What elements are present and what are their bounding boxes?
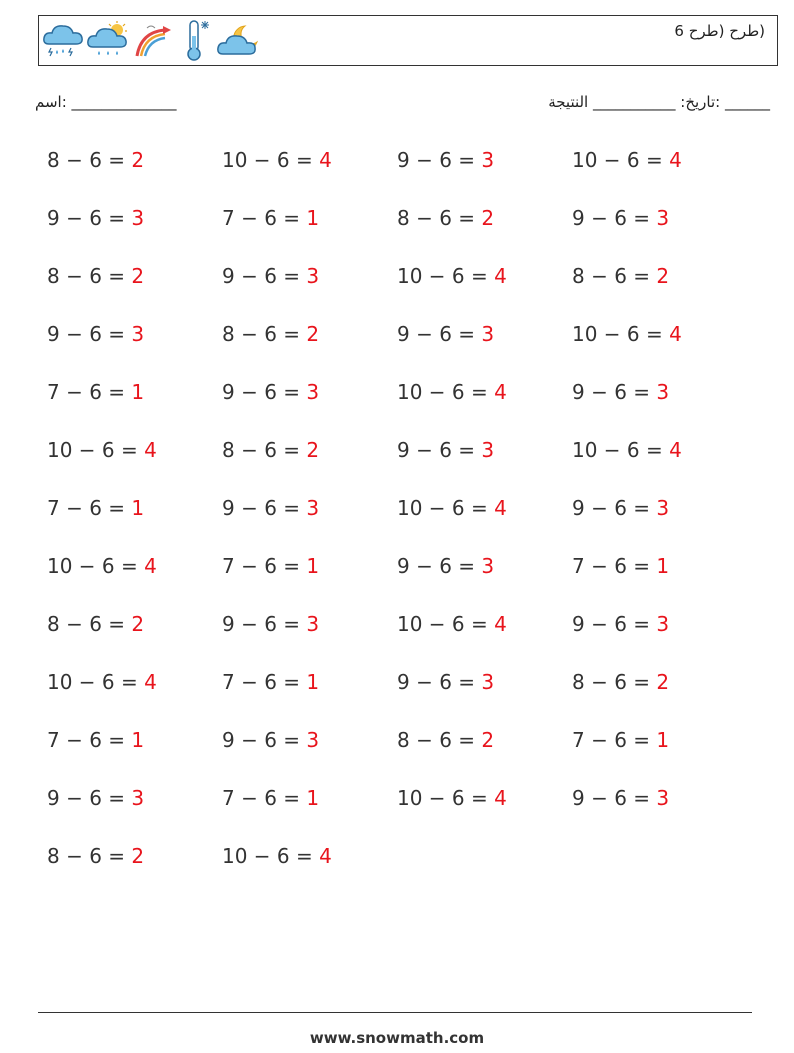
problem-answer: 2 [306, 438, 320, 462]
problem-expression: 9 − 6 = [572, 612, 657, 636]
problem-answer: 2 [306, 322, 320, 346]
problem-item [572, 728, 669, 752]
problem-item [222, 554, 319, 578]
problem-item [47, 554, 157, 578]
name-field: ______________ :اسم [35, 93, 177, 111]
problem-answer: 1 [306, 206, 320, 230]
problem-answer: 4 [669, 438, 682, 462]
problem-expression: 8 − 6 = [47, 844, 132, 868]
problem-answer: 1 [131, 496, 145, 520]
problem-expression: 7 − 6 = [572, 554, 657, 578]
problem-answer: 3 [481, 148, 495, 172]
problem-answer: 4 [319, 148, 332, 172]
problem-item [222, 844, 332, 868]
problem-expression: 7 − 6 = [572, 728, 657, 752]
problem-item [47, 438, 157, 462]
problem-answer: 1 [306, 554, 320, 578]
problem-expression: 7 − 6 = [222, 786, 307, 810]
problem-answer: 1 [131, 728, 145, 752]
problem-answer: 1 [131, 380, 145, 404]
problem-answer: 2 [131, 264, 145, 288]
problem-answer: 4 [144, 438, 157, 462]
problem-expression: 8 − 6 = [222, 438, 307, 462]
problem-answer: 3 [131, 322, 145, 346]
problem-answer: 1 [306, 670, 320, 694]
footer-site: www.snowmath.com [309, 1029, 485, 1047]
problem-answer: 4 [144, 554, 157, 578]
problem-expression: 9 − 6 = [572, 206, 657, 230]
problem-item [397, 670, 494, 694]
problem-item [47, 148, 144, 172]
problem-expression: 10 − 6 = [47, 670, 145, 694]
problem-answer: 3 [656, 612, 670, 636]
problem-item [572, 554, 669, 578]
problem-expression: 9 − 6 = [47, 206, 132, 230]
problem-expression: 9 − 6 = [47, 786, 132, 810]
problem-item [397, 206, 494, 230]
weather-icons [41, 20, 263, 64]
problem-answer: 3 [481, 438, 495, 462]
problem-item [572, 496, 669, 520]
problem-expression: 9 − 6 = [222, 264, 307, 288]
problem-item [222, 380, 319, 404]
problem-expression: 10 − 6 = [397, 496, 495, 520]
problem-item [47, 612, 144, 636]
problem-item [572, 322, 682, 346]
problem-answer: 4 [494, 612, 507, 636]
problem-answer: 3 [131, 786, 145, 810]
problem-answer: 4 [319, 844, 332, 868]
problem-expression: 10 − 6 = [397, 380, 495, 404]
problem-item [222, 148, 332, 172]
problem-item [222, 438, 319, 462]
problem-item [47, 380, 144, 404]
rain-cloud-icon [41, 20, 85, 64]
problem-expression: 8 − 6 = [47, 264, 132, 288]
problem-item [572, 264, 669, 288]
problem-expression: 8 − 6 = [47, 612, 132, 636]
problem-expression: 10 − 6 = [572, 438, 670, 462]
problem-answer: 3 [306, 496, 320, 520]
problem-item [222, 264, 319, 288]
problem-item [47, 786, 144, 810]
problem-expression: 9 − 6 = [572, 496, 657, 520]
problem-expression: 8 − 6 = [222, 322, 307, 346]
problem-item [47, 264, 144, 288]
problem-expression: 7 − 6 = [47, 496, 132, 520]
problem-answer: 3 [656, 786, 670, 810]
problem-item [397, 148, 494, 172]
problem-item [397, 264, 507, 288]
problem-item [572, 670, 669, 694]
problem-item [397, 786, 507, 810]
problem-expression: 10 − 6 = [222, 844, 320, 868]
problem-answer: 4 [494, 786, 507, 810]
problem-item [47, 728, 144, 752]
problem-item [47, 496, 144, 520]
problem-expression: 9 − 6 = [397, 322, 482, 346]
problem-answer: 4 [494, 380, 507, 404]
worksheet-title: (طرح (طرح 6 [674, 22, 765, 40]
problem-answer: 2 [131, 148, 145, 172]
problem-answer: 3 [306, 728, 320, 752]
problem-answer: 2 [656, 670, 670, 694]
problem-item [47, 670, 157, 694]
problem-item [47, 322, 144, 346]
problem-item [572, 206, 669, 230]
problem-answer: 3 [656, 206, 670, 230]
problem-item [397, 612, 507, 636]
problem-answer: 3 [306, 380, 320, 404]
problem-answer: 3 [306, 612, 320, 636]
problem-expression: 9 − 6 = [222, 612, 307, 636]
problem-answer: 2 [131, 612, 145, 636]
problem-item [222, 786, 319, 810]
problem-item [222, 322, 319, 346]
problem-item [397, 438, 494, 462]
problem-expression: 10 − 6 = [222, 148, 320, 172]
problem-answer: 4 [669, 322, 682, 346]
problem-expression: 9 − 6 = [572, 786, 657, 810]
problem-expression: 8 − 6 = [397, 728, 482, 752]
problem-answer: 2 [131, 844, 145, 868]
problem-item [397, 728, 494, 752]
problem-item [397, 322, 494, 346]
problem-item [47, 206, 144, 230]
problem-expression: 9 − 6 = [397, 670, 482, 694]
problem-expression: 7 − 6 = [47, 728, 132, 752]
problem-expression: 10 − 6 = [47, 438, 145, 462]
problem-item [47, 844, 144, 868]
date-score-fields: ______ :تاريخ: ___________ النتيجة [548, 93, 770, 111]
night-cloud-icon [215, 20, 263, 64]
problem-answer: 3 [306, 264, 320, 288]
rainbow-wind-icon [133, 20, 177, 64]
worksheet-header [38, 15, 778, 66]
problem-item [222, 206, 319, 230]
problem-item [572, 438, 682, 462]
problem-answer: 4 [144, 670, 157, 694]
problem-answer: 4 [494, 264, 507, 288]
problem-expression: 10 − 6 = [572, 322, 670, 346]
problem-answer: 1 [656, 728, 670, 752]
problem-expression: 9 − 6 = [397, 148, 482, 172]
problem-expression: 7 − 6 = [222, 670, 307, 694]
problem-expression: 9 − 6 = [397, 554, 482, 578]
problem-expression: 9 − 6 = [572, 380, 657, 404]
problem-expression: 10 − 6 = [572, 148, 670, 172]
problem-answer: 1 [306, 786, 320, 810]
problem-expression: 9 − 6 = [222, 380, 307, 404]
problem-answer: 3 [131, 206, 145, 230]
problem-expression: 8 − 6 = [47, 148, 132, 172]
problem-item [222, 612, 319, 636]
problem-expression: 10 − 6 = [397, 786, 495, 810]
problem-item [572, 786, 669, 810]
problem-item [572, 612, 669, 636]
problem-expression: 7 − 6 = [222, 206, 307, 230]
problem-answer: 1 [656, 554, 670, 578]
problem-expression: 10 − 6 = [397, 612, 495, 636]
problem-expression: 8 − 6 = [397, 206, 482, 230]
problem-item [572, 380, 669, 404]
problem-answer: 2 [656, 264, 670, 288]
problem-answer: 3 [656, 380, 670, 404]
problem-item [222, 496, 319, 520]
footer-divider [38, 1012, 752, 1013]
problem-answer: 2 [481, 206, 495, 230]
problem-answer: 3 [481, 554, 495, 578]
problem-expression: 9 − 6 = [397, 438, 482, 462]
problem-expression: 9 − 6 = [222, 496, 307, 520]
problem-item [222, 728, 319, 752]
thermometer-cold-icon [179, 18, 213, 66]
problem-answer: 3 [481, 322, 495, 346]
problem-expression: 7 − 6 = [222, 554, 307, 578]
problem-expression: 7 − 6 = [47, 380, 132, 404]
problem-item [397, 380, 507, 404]
problem-expression: 9 − 6 = [222, 728, 307, 752]
problem-item [222, 670, 319, 694]
problem-expression: 8 − 6 = [572, 670, 657, 694]
problem-item [572, 148, 682, 172]
problem-answer: 2 [481, 728, 495, 752]
problem-answer: 3 [481, 670, 495, 694]
problem-expression: 10 − 6 = [47, 554, 145, 578]
problem-answer: 4 [494, 496, 507, 520]
problem-expression: 9 − 6 = [47, 322, 132, 346]
problem-expression: 10 − 6 = [397, 264, 495, 288]
sun-rain-cloud-icon [87, 20, 131, 64]
problem-item [397, 554, 494, 578]
problem-answer: 4 [669, 148, 682, 172]
problem-expression: 8 − 6 = [572, 264, 657, 288]
problem-item [397, 496, 507, 520]
problem-answer: 3 [656, 496, 670, 520]
